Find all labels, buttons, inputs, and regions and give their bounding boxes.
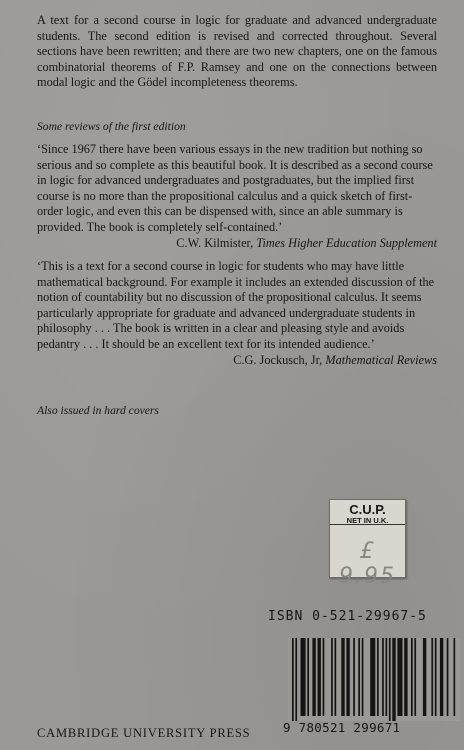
- barcode-bar: [358, 638, 360, 716]
- review-1-source: Times Higher Education Supplement: [256, 235, 437, 250]
- barcode-bar: [397, 638, 402, 716]
- review-2-source: Mathematical Reviews: [325, 352, 437, 367]
- sticker-header: [330, 500, 405, 525]
- review-1-quote: ‘Since 1967 there have been various essays in the new tradition but nothing so serious and so complete as this beautiful book. It is described as a second course in logic for advanced undergraduates and postgraduates, but the implied first course is no more than the propositional calculus and a quick sketch of first-order logic, and even this can be dispensed with, since an able summary is provided. The book is completely self-contained.’: [37, 142, 433, 234]
- sticker-publisher: C.U.P.: [349, 502, 386, 517]
- barcode-bar: [362, 638, 364, 716]
- barcode-bar: [341, 638, 344, 716]
- barcode-bar: [454, 638, 456, 716]
- review-1-reviewer: C.W. Kilmister,: [176, 235, 254, 250]
- review-2-quote: ‘This is a text for a second course in logic for students who may have little mathematical background. For example it includes an extended discussion of the notion of countability but no discussion of the propositional calculus. It seems particularly appropriate for graduate and advanced undergraduate students in philosophy . . . The book is written in a clear and pleasing style and avoids pedantry . . . It should be an excellent text for its intended audience.’: [37, 259, 435, 351]
- barcode-bar: [423, 638, 426, 716]
- barcode-bar: [318, 638, 321, 716]
- sticker-price: £ 9.95: [339, 539, 396, 589]
- barcode-bar: [292, 638, 294, 721]
- barcode-bar: [411, 638, 413, 716]
- isbn-number: ISBN 0-521-29967-5: [268, 609, 427, 624]
- review-2: [37, 259, 437, 368]
- barcode: [288, 638, 460, 721]
- barcode-number: 9 780521 299671: [283, 720, 401, 735]
- barcode-bar: [346, 638, 349, 716]
- book-description: A text for a second course in logic for graduate and advanced undergraduate students. The second edition is revised and corrected throughout. Several sections have been rewritten; and there are two new chapters, one on the famous combinatorial theorems of F.P. Ramsey and one on the connections between modal logic and the Gödel incompleteness theorems.: [37, 13, 437, 90]
- barcode-bar: [323, 638, 325, 716]
- barcode-bar: [370, 638, 375, 716]
- barcode-bars-icon: [288, 638, 460, 721]
- barcode-bar: [307, 638, 309, 716]
- barcode-bar: [377, 638, 379, 716]
- barcode-bar: [353, 638, 355, 716]
- publisher-name: CAMBRIDGE UNIVERSITY PRESS: [37, 726, 251, 740]
- barcode-bar: [404, 638, 407, 716]
- barcode-bar: [392, 638, 395, 721]
- barcode-bar: [386, 638, 388, 716]
- barcode-bar: [335, 638, 337, 716]
- barcode-bar: [435, 638, 437, 716]
- barcode-bar: [312, 638, 315, 716]
- review-2-credit: [37, 353, 437, 369]
- price-sticker: [329, 499, 406, 589]
- barcode-bar: [440, 638, 443, 716]
- sticker-net-label: NET IN U.K.: [346, 516, 389, 525]
- review-2-reviewer: C.G. Jockusch, Jr,: [233, 352, 323, 367]
- barcode-bar: [295, 638, 297, 721]
- barcode-bar: [431, 638, 433, 716]
- barcode-bar: [447, 638, 449, 716]
- barcode-bar: [382, 638, 384, 716]
- also-issued-note: Also issued in hard covers: [37, 404, 159, 417]
- barcode-bar: [389, 638, 391, 721]
- review-1: [37, 142, 437, 251]
- barcode-bar: [301, 638, 306, 716]
- reviews-heading: Some reviews of the first edition: [37, 120, 186, 133]
- review-1-credit: [37, 236, 437, 252]
- barcode-bar: [331, 638, 333, 716]
- barcode-bar: [414, 638, 416, 716]
